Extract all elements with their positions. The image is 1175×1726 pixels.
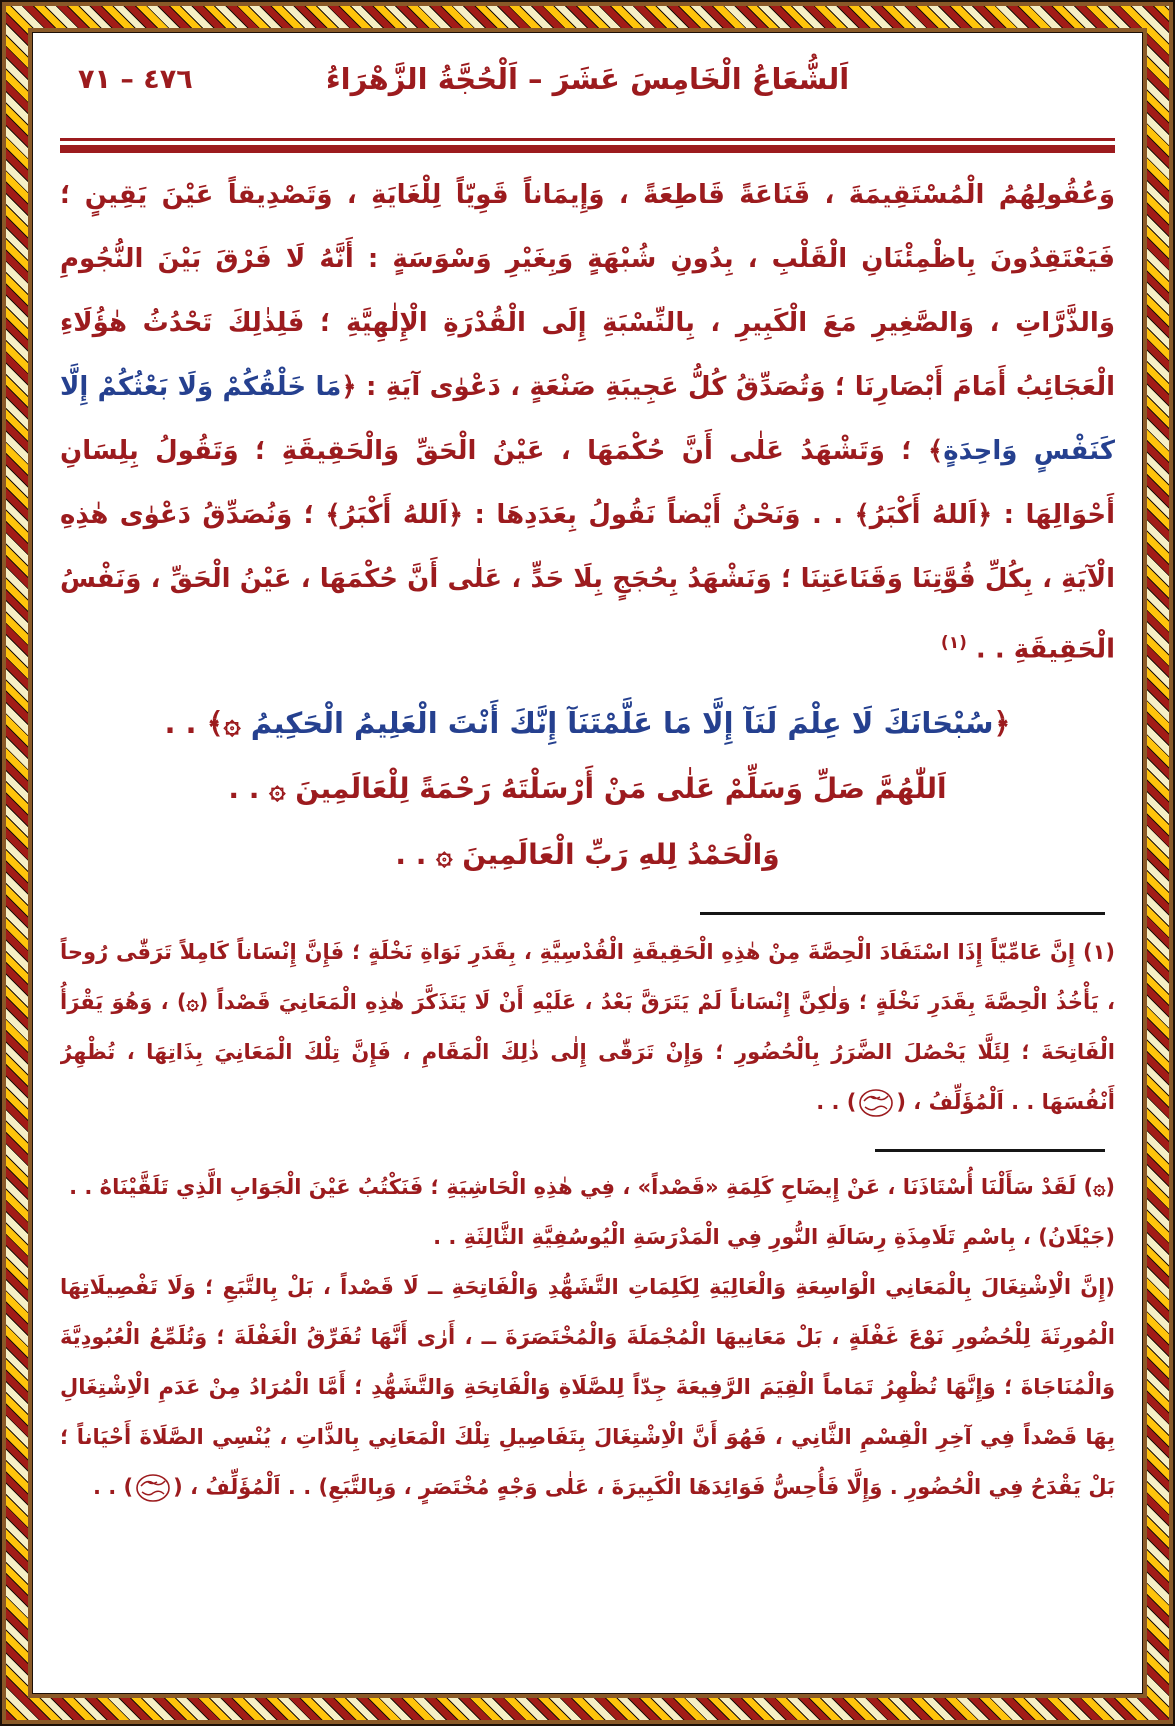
quran-verse-line <box>60 690 1115 756</box>
footnote-star-signature-text: (جَيْلَانُ) ، بِاسْمِ تَلَامِذَةِ رِسَالَةِ النُّورِ فِي الْمَدْرَسَةِ الْيُوسُفِيَّةِ الثَّالِثَةِ . . <box>433 1224 1115 1249</box>
quran-verse-line-text: ۞﴾ . . <box>164 705 251 740</box>
hamdala-line <box>60 822 1115 888</box>
header-double-rule <box>60 138 1115 153</box>
author-seal-icon <box>858 1088 894 1118</box>
quran-verse-line-text: سُبْحَانَكَ لَا عِلْمَ لَنَآ إِلَّا مَا عَلَّمْتَنَآ إِنَّكَ أَنْتَ الْعَلِيمُ الْحَكِيمُ <box>250 705 994 740</box>
main-paragraph-text: (١) <box>940 633 967 653</box>
page-content <box>60 36 1115 1690</box>
footnote-separator-2 <box>875 1149 1105 1152</box>
quran-verse-line-text: ﴿ <box>993 705 1011 740</box>
footnote-star-signature <box>60 1212 1115 1262</box>
footnote-separator-1 <box>700 912 1105 915</box>
footnote-star-answer <box>60 1262 1115 1512</box>
page-title: اَلشُّعَاعُ الْخَامِسَ عَشَرَ – اَلْحُجَّةُ الزَّهْرَاءُ <box>325 62 850 96</box>
footnote-star-answer-text: (إِنَّ الْاِشْتِغَالَ بِالْمَعَانِي الْوَاسِعَةِ وَالْعَالِيَةِ لِكَلِمَاتِ التَّشَهُّدِ وَالْفَاتِحَةِ ــ لَا قَصْداً ، بَلْ بِالتَّبَعِ ؛ وَلَا تَفْصِيلَاتِهَا الْمُورِثَةَ لِلْحُضُورِ نَوْعَ غَفْلَةٍ ، بَلْ مَعَانِيهَا الْمُجْمَلَةَ وَالْمُخْتَصَرَةَ ــ ، أَرٰى أَنَّهَا تُفَرِّقُ الْغَفْلَةَ ؛ وَتُلَمِّعُ الْعُبُودِيَّةَ وَالْمُنَاجَاةَ ؛ وَإِنَّهَا تُظْهِرُ تَمَاماً الْقِيَمَ الرَّفِيعَةَ جِدّاً لِلصَّلَاةِ وَالْفَاتِحَةِ وَالتَّشَهُّدِ ؛ أَمَّا الْمُرَادُ مِنْ عَدَمِ الْاِشْتِغَالِ بِهَا قَصْداً فِي آخِرِ الْقِسْمِ الثَّانِي ، فَهُوَ أَنَّ الْاِشْتِغَالَ بِتَفَاصِيلِ تِلْكَ الْمَعَانِي بِالذَّاتِ ، يُنْسِي الصَّلَاةَ أَحْيَاناً ؛ بَلْ يَقْدَحُ فِي الْحُضُورِ . وَإِلَّا فَأُحِسُّ فَوَائِدَهَا الْكَبِيرَةَ ، عَلٰى وَجْهٍ مُخْتَصَرٍ ، وَبِالتَّبَعِ) . . اَلْمُؤَلِّفُ ، ( <box>60 1274 1115 1499</box>
footnote-1 <box>60 927 1115 1127</box>
main-paragraph-text: ﴾ ؛ وَتَشْهَدُ عَلٰى أَنَّ حُكْمَهَا ، عَيْنُ الْحَقِّ وَالْحَقِيقَةِ ؛ وَتَقُولُ بِلِسَانِ أَحْوَالِهَا : ﴿اَللهُ أَكْبَرُ﴾ . . وَنَحْنُ أَيْضاً نَقُولُ بِعَدَدِهَا : ﴿اَللهُ أَكْبَرُ﴾ ؛ وَنُصَدِّقُ دَعْوٰى هٰذِهِ الْآيَةِ ، بِكُلِّ قُوَّتِنَا وَقَنَاعَتِنَا ؛ وَنَشْهَدُ بِحُجَجٍ بِلَا حَدٍّ ، عَلٰى أَنَّ حُكْمَهَا ، عَيْنُ الْحَقِّ ، وَنَفْسُ الْحَقِيقَةِ . . <box>60 436 1115 665</box>
author-seal-icon <box>135 1473 171 1503</box>
document-body <box>60 163 1115 1512</box>
footnote-star-question-text: (۞) لَقَدْ سَأَلْنَا أُسْتَاذَنَا ، عَنْ إِيضَاحِ كَلِمَةِ «قَصْداً» ، فِي هٰذِهِ الْحَاشِيَةِ ؛ فَنَكْتُبُ عَيْنَ الْجَوَابِ الَّذِي تَلَقَّيْنَاهُ . . <box>69 1174 1115 1199</box>
footnote-1-text: ) . . <box>816 1089 857 1114</box>
footnote-star-answer-text: ) . . <box>92 1474 134 1499</box>
salawat-line-text: اَللّٰهُمَّ صَلِّ وَسَلِّمْ عَلٰى مَنْ أَرْسَلْتَهُ رَحْمَةً لِلْعَالَمِينَ ۞ . . <box>228 771 947 805</box>
page-number: ٤٧٦ – ٧١ <box>78 64 193 95</box>
page-header <box>60 36 1115 120</box>
salawat-line <box>60 756 1115 822</box>
main-paragraph-text: وَعُقُولِهُمُ الْمُسْتَقِيمَةَ ، قَنَاعَةً قَاطِعَةً ، وَإِيمَاناً قَوِيّاً لِلْغَايَةِ ، وَتَصْدِيقاً عَيْنَ يَقِينٍ ؛ فَيَعْتَقِدُونَ بِاظْمِئْنَانِ الْقَلْبِ ، بِدُونِ شُبْهَةٍ وَبِغَيْرِ وَسْوَسَةٍ : أَنَّهُ لَا فَرْقَ بَيْنَ النُّجُومِ وَالذَّرَّاتِ ، وَالصَّغِيرِ مَعَ الْكَبِيرِ ، بِالنِّسْبَةِ إِلَى الْقُدْرَةِ الْإِلٰهِيَّةِ ؛ فَلِذٰلِكَ تَحْدُثُ هٰؤُلَاءِ الْعَجَائِبُ أَمَامَ أَبْصَارِنَا ؛ وَتُصَدِّقُ كُلُّ عَجِيبَةِ صَنْعَةٍ ، دَعْوٰى آيَةِ : ﴿ <box>60 180 1115 402</box>
footnote-1-text: (١) إِنَّ عَامِّيّاً إِذَا اسْتَفَادَ الْحِصَّةَ مِنْ هٰذِهِ الْحَقِيقَةِ الْقُدْسِيَّةِ ، بِقَدَرِ نَوَاةِ نَخْلَةٍ ؛ فَإِنَّ إِنْسَاناً كَامِلاً تَرَقّٰى رُوحاً ، يَأْخُذُ الْحِصَّةَ بِقَدَرِ نَخْلَةٍ ؛ وَلٰكِنَّ إِنْسَاناً لَمْ يَتَرَقَّ بَعْدُ ، عَلَيْهِ أَنْ لَا يَتَذَكَّرَ هٰذِهِ الْمَعَانِيَ قَصْداً (۞) ، وَهُوَ يَقْرَأُ الْفَاتِحَةَ ؛ لِئَلَّا يَحْصُلَ الضَّرَرُ بِالْحُضُورِ ؛ وَإِنْ تَرَقّٰى إِلٰى ذٰلِكَ الْمَقَامِ ، فَإِنَّ تِلْكَ الْمَعَانِيَ بِذَاتِهَا ، تُظْهِرُ أَنْفُسَهَا . . اَلْمُؤَلِّفُ ، ( <box>60 939 1115 1114</box>
hamdala-line-text: وَالْحَمْدُ لِلهِ رَبِّ الْعَالَمِينَ ۞ . . <box>395 837 780 871</box>
main-paragraph <box>60 163 1115 682</box>
main-paragraph-text: مَا خَلْقُكُمْ وَلَا بَعْثُكُمْ إِلَّا كَنَفْسٍ وَاحِدَةٍ <box>60 372 1115 466</box>
footnote-star-question <box>60 1162 1115 1212</box>
